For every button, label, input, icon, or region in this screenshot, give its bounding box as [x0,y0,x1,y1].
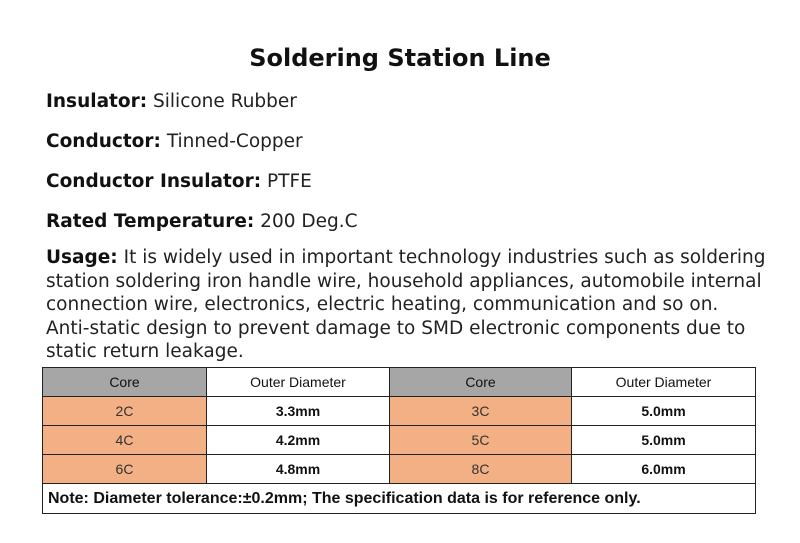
table-header-row [43,368,756,397]
spec-label: Rated Temperature: [46,211,255,232]
core-cell: 6C [43,455,207,484]
spec-value: Silicone Rubber [153,91,297,112]
spec-value: Tinned-Copper [166,131,303,152]
spec-label: Conductor: [46,131,161,152]
outer-diameter-cell: 4.8mm [207,455,390,484]
table-row [43,426,756,455]
table-row [43,397,756,426]
spec-rated-temperature [46,211,358,232]
outer-diameter-cell: 3.3mm [207,397,390,426]
core-cell: 2C [43,397,207,426]
spec-value: 200 Deg.C [260,211,358,232]
usage-text: It is widely used in important technology industries such as soldering station soldering iron handle wire, household appliances, automobile internal connection wire, electronics, electric heating, communication and so on. Anti-static design to prevent damage to SMD electronic components due to static return leakage. [46,247,766,362]
header-outer-diameter: Outer Diameter [572,368,756,397]
core-cell: 3C [390,397,572,426]
usage-paragraph [46,246,766,364]
spec-table [42,367,756,514]
spec-insulator [46,91,297,112]
table-note: Note: Diameter tolerance:±0.2mm; The specification data is for reference only. [43,484,756,514]
outer-diameter-cell: 5.0mm [572,397,756,426]
core-cell: 4C [43,426,207,455]
header-core: Core [43,368,207,397]
page-title: Soldering Station Line [249,44,551,72]
core-cell: 5C [390,426,572,455]
spec-label: Insulator: [46,91,148,112]
outer-diameter-cell: 6.0mm [572,455,756,484]
core-cell: 8C [390,455,572,484]
spec-value: PTFE [266,171,312,192]
spec-conductor [46,131,303,152]
usage-label: Usage: [46,247,118,268]
table-note-row [43,484,756,514]
table-row [43,455,756,484]
spec-conductor-insulator [46,171,312,192]
header-outer-diameter: Outer Diameter [207,368,390,397]
outer-diameter-cell: 4.2mm [207,426,390,455]
header-core: Core [390,368,572,397]
spec-label: Conductor Insulator: [46,171,262,192]
outer-diameter-cell: 5.0mm [572,426,756,455]
